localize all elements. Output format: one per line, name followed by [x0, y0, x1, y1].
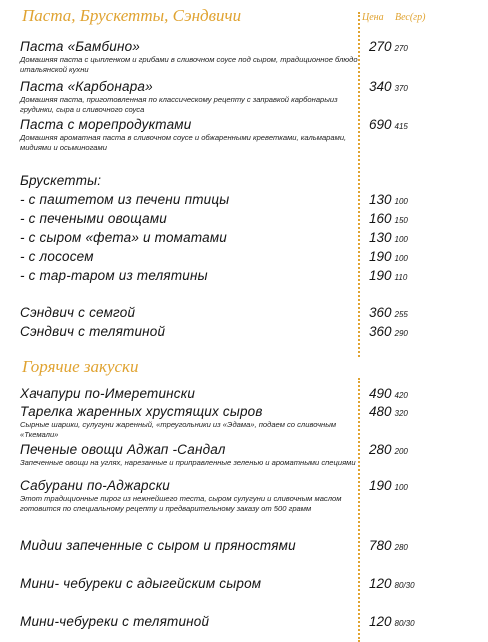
menu-item-weight: 280 — [394, 543, 408, 552]
menu-item — [20, 267, 370, 284]
menu-item-weight: 100 — [394, 254, 408, 263]
menu-item-price: 340 — [369, 79, 392, 94]
menu-item-weight: 270 — [394, 44, 408, 53]
menu-item-name: Сабурани по-Аджарски — [20, 478, 170, 493]
menu-item-price: 280 — [369, 442, 392, 457]
menu-item-weight: 370 — [394, 84, 408, 93]
menu-item — [20, 248, 370, 265]
menu-item-description: Сырные шарики, сулугуни жаренный, «треугольники из «Эдама», подаем со сливочным «Ткемали» — [20, 420, 337, 439]
menu-item — [20, 172, 370, 189]
price-column-header: Цена — [362, 12, 384, 23]
menu-item-price: 160 — [369, 211, 392, 226]
menu-item — [20, 385, 370, 402]
menu-item — [20, 78, 370, 115]
menu-item-price-row — [369, 38, 408, 57]
menu-item-weight: 200 — [394, 447, 408, 456]
menu-item-price-row — [369, 385, 408, 404]
menu-item-name: Тарелка жаренных хрустящих сыров — [20, 404, 263, 419]
menu-item — [20, 537, 370, 554]
menu-item-price: 130 — [369, 230, 392, 245]
menu-item-price: 190 — [369, 478, 392, 493]
menu-item-name: Паста «Карбонара» — [20, 79, 153, 94]
menu-item-price: 270 — [369, 39, 392, 54]
menu-item-name: Печеные овощи Аджап -Сандал — [20, 442, 226, 457]
section-title-pasta: Паста, Брускетты, Сэндвичи — [22, 6, 242, 25]
menu-item — [20, 210, 370, 227]
menu-item-weight: 415 — [394, 122, 408, 131]
menu-item — [20, 116, 370, 153]
menu-item-price-row — [369, 116, 408, 135]
menu-item-name: - с печеными овощами — [20, 211, 167, 226]
menu-item-price-row — [369, 403, 408, 422]
menu-item-name: - с лососем — [20, 249, 94, 264]
menu-item-name: Брускетты: — [20, 173, 102, 188]
menu-item-weight: 80/30 — [394, 581, 415, 590]
section-title-hot: Горячие закуски — [22, 357, 139, 376]
menu-item-price-row — [369, 191, 408, 210]
menu-item-price-row — [369, 323, 408, 342]
menu-item-weight: 110 — [394, 273, 408, 282]
menu-item-weight: 150 — [394, 216, 408, 225]
menu-item-name: Сэндвич с телятиной — [20, 324, 166, 339]
menu-item-price-row — [369, 477, 408, 496]
menu-item-weight: 290 — [394, 329, 408, 338]
menu-item-price-row — [369, 575, 415, 594]
menu-item-name: Паста с морепродуктами — [20, 117, 192, 132]
menu-item — [20, 441, 370, 468]
menu-item-price-row — [369, 537, 408, 556]
menu-item-description: Домашняя паста с цыпленком и грибами в сливочном соусе под сыром, традиционное блюдо итальянской кухни — [20, 55, 358, 74]
menu-item-description: Домашняя паста, приготовленная по классическому рецепту с заправкой карбонарыиз грудинки, сыра и сливочного соуса — [20, 95, 338, 114]
menu-item-weight: 80/30 — [394, 619, 415, 628]
menu-item-price: 120 — [369, 576, 392, 591]
menu-item-price-row — [369, 613, 415, 632]
menu-item-name: - с сыром «фета» и томатами — [20, 230, 227, 245]
menu-item-name: Паста «Бамбино» — [20, 39, 140, 54]
menu-item — [20, 575, 370, 592]
menu-item-price-row — [369, 304, 408, 323]
menu-item-weight: 255 — [394, 310, 408, 319]
menu-item-description: Запеченные овощи на углях, нарезанные и приправленные зеленью и ароматными специями — [20, 458, 356, 467]
menu-item-weight: 320 — [394, 409, 408, 418]
menu-item-price: 190 — [369, 249, 392, 264]
menu-item — [20, 191, 370, 208]
menu-item-description: Этот традиционные пирог из нежнейшего теста, сыром сулугуни и сливочным маслом готовится по специальному рецепту и предварительному заказу от 500 грамм — [20, 494, 342, 513]
menu-item — [20, 613, 370, 630]
menu-item-price: 780 — [369, 538, 392, 553]
menu-item-price-row — [369, 267, 407, 286]
menu-item-name: - с паштетом из печени птицы — [20, 192, 230, 207]
menu-item-price: 480 — [369, 404, 392, 419]
menu-item-name: - с тар-таром из телятины — [20, 268, 208, 283]
menu-item-price-row — [369, 229, 408, 248]
menu-item — [20, 38, 370, 75]
menu-item-name: Мини-чебуреки с телятиной — [20, 614, 210, 629]
menu-item-price: 360 — [369, 324, 392, 339]
menu-item-weight: 100 — [394, 197, 408, 206]
menu-item-price: 120 — [369, 614, 392, 629]
menu-item-name: Сэндвич с семгой — [20, 305, 136, 320]
menu-item-price: 490 — [369, 386, 392, 401]
menu-item-weight: 420 — [394, 391, 408, 400]
menu-item — [20, 403, 370, 440]
menu-item-price-row — [369, 248, 408, 267]
menu-item — [20, 304, 370, 321]
menu-item-price: 360 — [369, 305, 392, 320]
menu-item-weight: 100 — [394, 235, 408, 244]
menu-item-name: Мини- чебуреки с адыгейским сыром — [20, 576, 262, 591]
menu-item-description: Домашняя ароматная паста в сливочном соусе и обжаренными креветками, кальмарами, мидиями и осьминогами — [20, 133, 347, 152]
menu-item-name: Хачапури по-Имеретински — [20, 386, 196, 401]
menu-item — [20, 229, 370, 246]
menu-item — [20, 477, 370, 514]
menu-item-price-row — [369, 441, 408, 460]
menu-item-price: 690 — [369, 117, 392, 132]
menu-item-price-row — [369, 210, 408, 229]
menu-item-price-row — [369, 78, 408, 97]
weight-column-header: Вес(гр) — [395, 12, 426, 23]
menu-item-name: Мидии запеченные с сыром и пряностями — [20, 538, 296, 553]
menu-item-weight: 100 — [394, 483, 408, 492]
menu-item — [20, 323, 370, 340]
menu-item-price: 190 — [369, 268, 392, 283]
menu-item-price: 130 — [369, 192, 392, 207]
